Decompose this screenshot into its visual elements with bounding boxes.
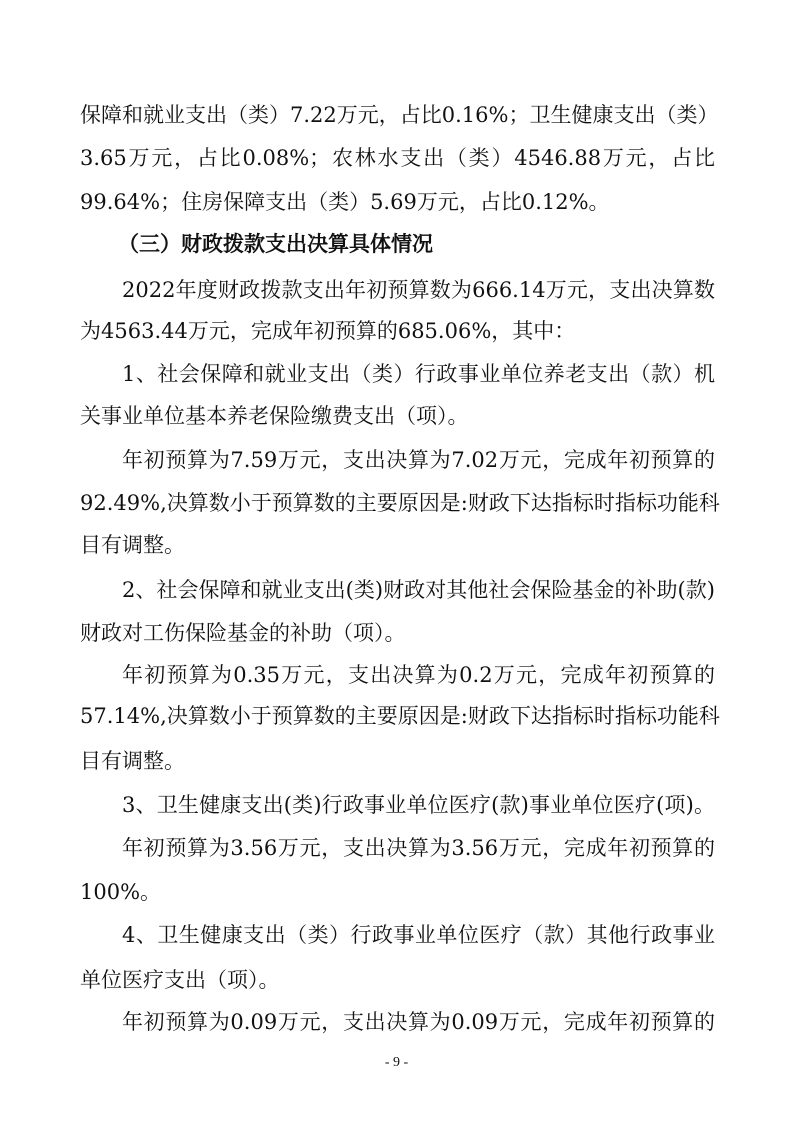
text-line: 目有调整。 (80, 749, 185, 773)
text-line: 关事业单位基本养老保险缴费支出（项）。 (80, 404, 469, 428)
text-line: 为4563.44万元，完成年初预算的685.06%，其中： (80, 319, 576, 343)
text-line: 3.65万元，占比0.08%；农林水支出（类）4546.88万元，占比 (80, 146, 715, 170)
text-line: 目有调整。 (80, 533, 185, 557)
text-line: 1、社会保障和就业支出（类）行政事业单位养老支出（款）机 (122, 362, 715, 386)
text-line: 年初预算为0.35万元，支出决算为0.2万元，完成年初预算的 (122, 663, 715, 687)
text-line: 57.14%,决算数小于预算数的主要原因是:财政下达指标时指标功能科 (80, 704, 720, 728)
text-line: 年初预算为0.09万元，支出决算为0.09万元，完成年初预算的 (122, 1010, 715, 1034)
text-line: 年初预算为7.59万元，支出决算为7.02万元，完成年初预算的 (122, 448, 715, 472)
text-line: 年初预算为3.56万元，支出决算为3.56万元，完成年初预算的 (122, 836, 715, 860)
text-line: 4、卫生健康支出（类）行政事业单位医疗（款）其他行政事业 (122, 923, 715, 947)
text-line: 100%。 (80, 880, 162, 904)
text-line: 财政对工伤保险基金的补助（项）。 (80, 621, 406, 645)
page-number: - 9 - (384, 1055, 409, 1070)
text-line: 99.64%；住房保障支出（类）5.69万元，占比0.12%。 (80, 190, 610, 214)
text-line: 2、社会保障和就业支出(类)财政对其他社会保险基金的补助(款) (122, 578, 715, 602)
text-line: 单位医疗支出（项）。 (80, 968, 280, 992)
text-line: 2022年度财政拨款支出年初预算数为666.14万元，支出决算数 (122, 278, 715, 302)
text-line: 3、卫生健康支出(类)行政事业单位医疗(款)事业单位医疗(项)。 (122, 793, 715, 817)
text-line: 92.49%,决算数小于预算数的主要原因是:财政下达指标时指标功能科 (80, 491, 720, 515)
text-line: 保障和就业支出（类）7.22万元，占比0.16%；卫生健康支出（类） (80, 103, 719, 127)
section-heading: （三）财政拨款支出决算具体情况 (118, 232, 433, 256)
